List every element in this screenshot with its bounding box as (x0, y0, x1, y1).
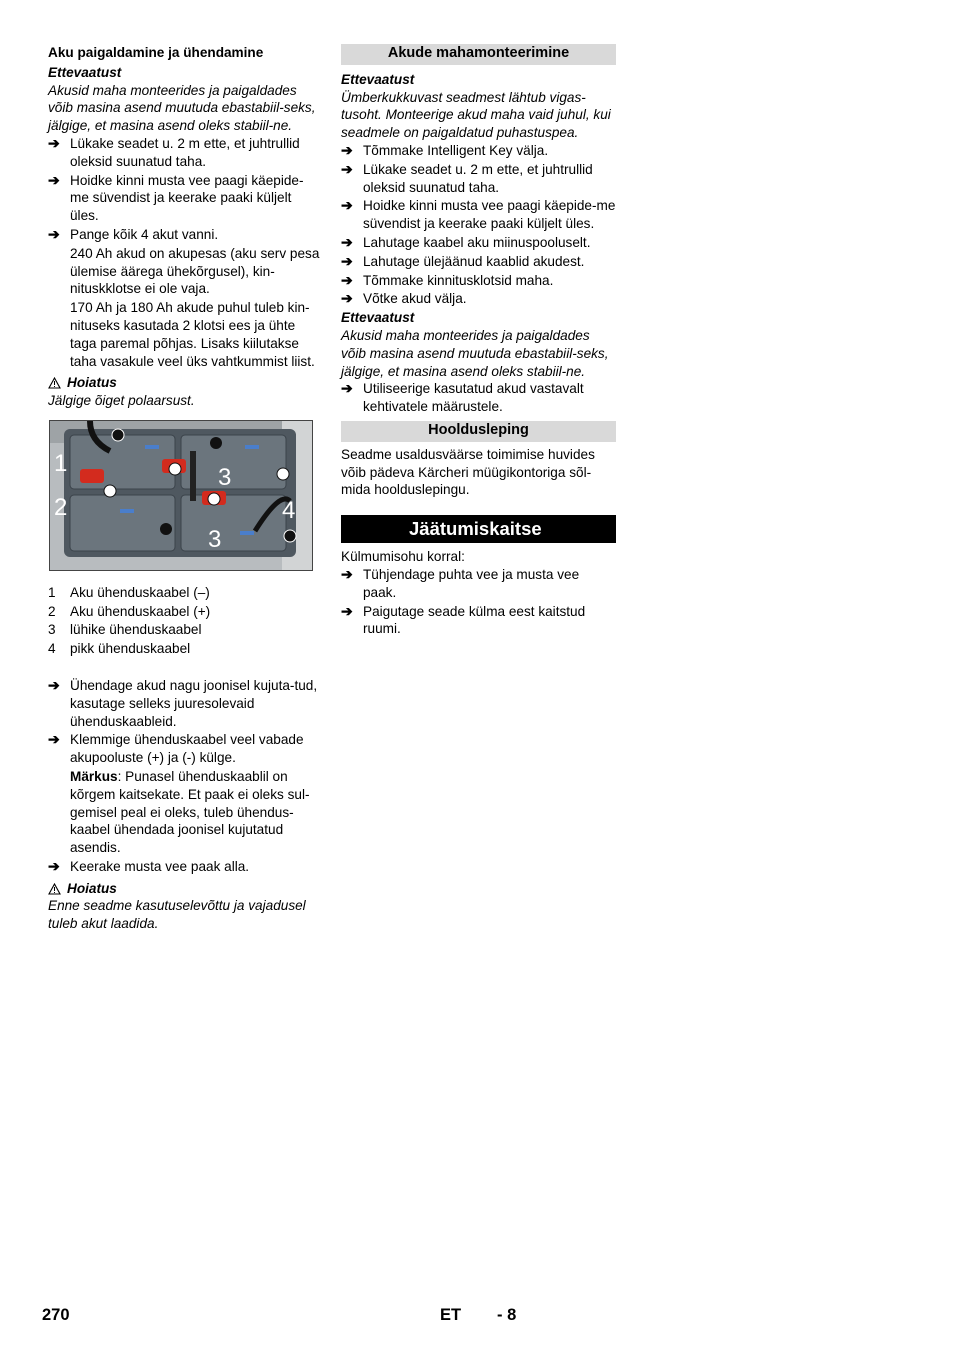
caution-text: Akusid maha monteerides ja paigaldades võib masina asend muutuda ebastabiil-seks, jälgige, et masina asend oleks stabiil-ne. (341, 327, 609, 379)
arrow-right-icon: ➔ (341, 197, 353, 214)
legend-number: 1 (48, 584, 56, 600)
remark-text: : Punasel ühenduskaablil on kõrgem kaitsekate. Et paak ei oleks sul-gemisel peal ei oleks, tuleb ühendus-kaabel ühendada joonisel kujutatud asendis. (70, 768, 310, 856)
arrow-right-icon: ➔ (48, 225, 60, 242)
arrow-right-icon: ➔ (341, 160, 353, 177)
list-item (48, 226, 322, 244)
warning-text: Jälgige õiget polaarsust. (48, 393, 195, 409)
remark-label: Märkus (70, 768, 118, 784)
section-title-frost-protection: Jäätumiskaitse (341, 515, 616, 543)
arrow-right-icon: ➔ (48, 676, 60, 693)
step-list (48, 677, 322, 767)
caution-text: Akusid maha monteerides ja paigaldades võib masina asend muutuda ebastabiil-seks, jälgige, et masina asend oleks stabiil-ne. (48, 82, 316, 134)
legend-text: lühike ühenduskaabel (70, 622, 202, 638)
caution-heading: Ettevaatust (48, 64, 122, 80)
arrow-right-icon: ➔ (341, 141, 353, 158)
warning-text: Enne seadme kasutuselevõttu ja vajadusel tuleb akut laadida. (48, 898, 306, 932)
page-number: 270 (42, 1306, 70, 1324)
step-text: Lahutage kaabel aku miinuspooluselt. (363, 234, 591, 250)
left-column (48, 44, 322, 933)
note-text: 170 Ah ja 180 Ah akude puhul tuleb kin-nituseks kasutada 2 klotsi ees ja ühte taga paremal põhjas. Lisaks kiilutakse taha vasakule veel üks vahtkummist liist. (70, 300, 315, 369)
step-text: Hoidke kinni musta vee paagi käepide-me süvendist ja keerake paaki küljelt üles. (363, 198, 616, 232)
list-item (341, 234, 616, 252)
arrow-right-icon: ➔ (48, 134, 60, 151)
list-item (48, 135, 322, 171)
caution-heading: Ettevaatust (341, 310, 415, 326)
list-item (341, 290, 616, 308)
figure-label: 3 (208, 525, 222, 553)
step-text: Lükake seadet u. 2 m ette, et juhtrullid oleksid suunatud taha. (70, 135, 300, 169)
figure-label: 2 (54, 493, 68, 521)
list-item (341, 142, 616, 160)
remark (48, 768, 322, 857)
legend-number: 2 (48, 603, 56, 619)
legend-item (48, 584, 322, 602)
caution-text: Ümberkukkuvast seadmest lähtub vigas-tusoht. Monteerige akud maha vaid juhul, kui seadmele on paigaldatud puhastuspea. (341, 89, 611, 141)
figure-legend (48, 584, 322, 658)
caution-heading: Ettevaatust (341, 71, 415, 87)
arrow-right-icon: ➔ (341, 380, 353, 397)
step-list (48, 135, 322, 244)
language-code: ET (440, 1306, 462, 1324)
warning-heading-label: Hoiatus (67, 880, 117, 896)
list-item (48, 858, 322, 876)
list-item (341, 197, 616, 233)
step-text: Keerake musta vee paak alla. (70, 858, 250, 874)
arrow-right-icon: ➔ (48, 857, 60, 874)
legend-item (48, 621, 322, 639)
legend-number: 4 (48, 641, 56, 657)
figure-label: 1 (54, 449, 68, 477)
list-item (341, 272, 616, 290)
arrow-right-icon: ➔ (341, 271, 353, 288)
warning-triangle-icon (48, 377, 61, 389)
arrow-right-icon: ➔ (341, 602, 353, 619)
step-text: Tõmmake Intelligent Key välja. (363, 142, 549, 158)
arrow-right-icon: ➔ (341, 565, 353, 582)
step-text: Võtke akud välja. (363, 291, 467, 307)
list-item (341, 253, 616, 271)
warning-triangle-icon (48, 883, 61, 895)
section-title-service-contract: Hooldusleping (341, 421, 616, 442)
warning-heading (48, 880, 322, 898)
step-text: Tühjendage puhta vee ja musta vee paak. (363, 566, 580, 600)
legend-text: Aku ühenduskaabel (+) (70, 603, 211, 619)
list-item (341, 603, 616, 639)
list-item (341, 566, 616, 602)
section-title-battery-install: Aku paigaldamine ja ühendamine (48, 45, 264, 60)
list-item (48, 731, 322, 767)
arrow-right-icon: ➔ (48, 731, 60, 748)
legend-item (48, 640, 322, 658)
step-list (341, 142, 616, 308)
warning-heading-label: Hoiatus (67, 375, 117, 391)
list-item (341, 161, 616, 197)
arrow-right-icon: ➔ (341, 290, 353, 307)
legend-number: 3 (48, 622, 56, 638)
step-text: Tõmmake kinnitusklotsid maha. (363, 272, 554, 288)
right-column (341, 44, 616, 639)
step-text: Lahutage ülejäänud kaablid akudest. (363, 253, 585, 269)
battery-connection-photo (49, 420, 313, 571)
list-item (48, 677, 322, 730)
figure-label: 3 (218, 463, 232, 491)
step-list (341, 566, 616, 638)
list-item (48, 172, 322, 225)
step-text: Paigutage seade külma eest kaitstud ruumi. (363, 603, 586, 637)
section-title-battery-removal: Akude mahamonteerimine (341, 44, 616, 65)
step-list (341, 380, 616, 416)
note-text: 240 Ah akud on akupesas (aku serv pesa ülemise äärega ühekõrgusel), kin-nituskklotse ei ole vaja. (70, 245, 320, 297)
service-text: Seadme usaldusväärse toimimise huvides võib pädeva Kärcheri müügikontoriga sõl-mida hoolduslepingu. (341, 446, 595, 498)
warning-heading (48, 374, 322, 392)
step-text: Pange kõik 4 akut vanni. (70, 226, 219, 242)
frost-intro: Külmumisohu korral: (341, 549, 465, 565)
legend-item (48, 603, 322, 621)
arrow-right-icon: ➔ (341, 252, 353, 269)
figure-label: 4 (282, 496, 296, 524)
legend-text: pikk ühenduskaabel (70, 641, 191, 657)
step-text: Klemmige ühenduskaabel veel vabade akupooluste (+) ja (-) külge. (70, 732, 304, 766)
arrow-right-icon: ➔ (341, 233, 353, 250)
step-text: Utiliseerige kasutatud akud vastavalt kehtivatele määrustele. (363, 381, 584, 415)
arrow-right-icon: ➔ (48, 171, 60, 188)
step-text: Lükake seadet u. 2 m ette, et juhtrullid oleksid suunatud taha. (363, 161, 593, 195)
list-item (341, 380, 616, 416)
sub-page-number: - 8 (497, 1306, 517, 1324)
legend-text: Aku ühenduskaabel (–) (70, 584, 210, 600)
step-text: Hoidke kinni musta vee paagi käepide-me süvendist ja keerake paaki küljelt üles. (70, 172, 304, 224)
step-text: Ühendage akud nagu joonisel kujuta-tud, kasutage selleks juuresolevaid ühenduskaableid. (70, 677, 318, 729)
step-list (48, 858, 322, 876)
